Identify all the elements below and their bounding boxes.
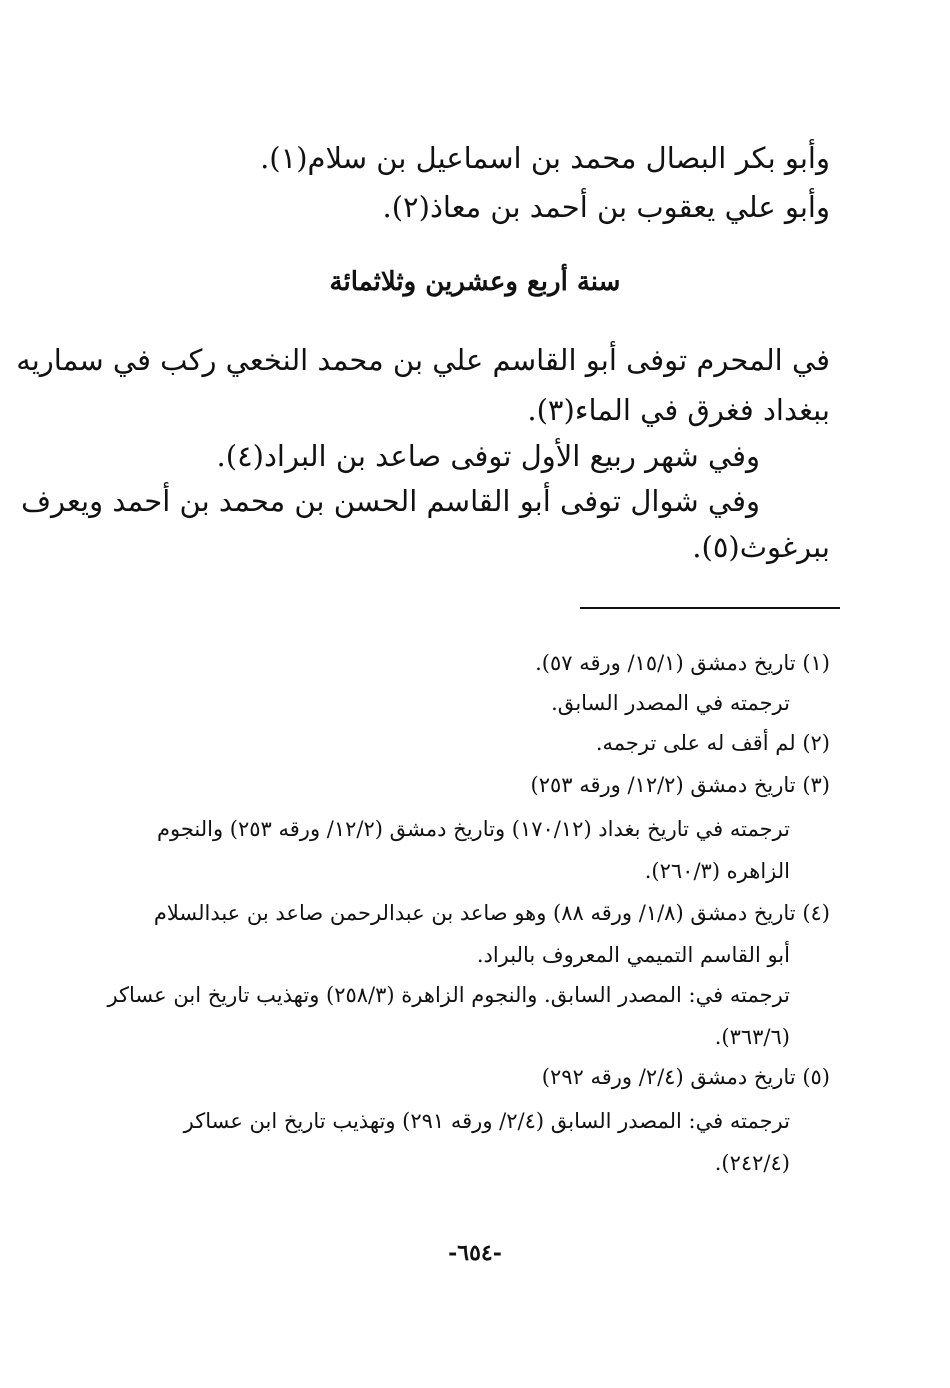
footnote-line: (٥) تاريخ دمشق (٢/٤/ ورقه ٢٩٢) — [541, 1065, 830, 1089]
footnote-line: أبو القاسم التميمي المعروف بالبراد. — [476, 943, 790, 967]
section-heading: سنة أربع وعشرين وثلاثمائة — [329, 267, 621, 297]
text-line: ببرغوث(٥). — [692, 530, 830, 564]
footnote-line: (١) تاريخ دمشق (١٥/١/ ورقه ٥٧). — [535, 651, 830, 675]
footnote-line: (٤) تاريخ دمشق (١/٨/ ورقه ٨٨) وهو صاعد بن عبدالرحمن صاعد بن عبدالسلام — [153, 901, 830, 925]
text-line: وأبو علي يعقوب بن أحمد بن معاذ(٢). — [382, 190, 830, 224]
footnote-line: (٣) تاريخ دمشق (١٢/٢/ ورقه ٢٥٣) — [530, 773, 830, 797]
footnote-line: الزاهره (٢٦٠/٣). — [644, 859, 790, 883]
text-line: وفي شهر ربيع الأول توفى صاعد بن البراد(٤). — [216, 439, 760, 473]
footnote-line: ترجمته في: المصدر السابق (٢/٤/ ورقه ٢٩١) وتهذيب تاريخ ابن عساكر — [183, 1109, 790, 1133]
footnote-line: (٢٤٢/٤). — [714, 1151, 790, 1175]
footnote-line: ترجمته في المصدر السابق. — [551, 691, 790, 715]
footnote-line: (٢) لم أقف له على ترجمه. — [595, 731, 830, 755]
text-line: ببغداد فغرق في الماء(٣). — [527, 393, 830, 427]
footnote-line: ترجمته في: المصدر السابق. والنجوم الزاهرة (٢٥٨/٣) وتهذيب تاريخ ابن عساكر — [107, 983, 790, 1007]
footnote-line: (٣٦٣/٦). — [714, 1025, 790, 1049]
footnote-divider — [580, 607, 840, 609]
text-line: وأبو بكر البصال محمد بن اسماعيل بن سلام(١). — [260, 141, 830, 175]
text-line: وفي شوال توفى أبو القاسم الحسن بن محمد بن أحمد ويعرف — [20, 484, 760, 518]
text-line: في المحرم توفى أبو القاسم علي بن محمد النخعي ركب في سماريه — [16, 343, 830, 377]
footnote-line: ترجمته في تاريخ بغداد (١٧٠/١٢) وتاريخ دمشق (١٢/٢/ ورقه ٢٥٣) والنجوم — [156, 817, 790, 841]
page-number: -٦٥٤- — [448, 1240, 502, 1266]
